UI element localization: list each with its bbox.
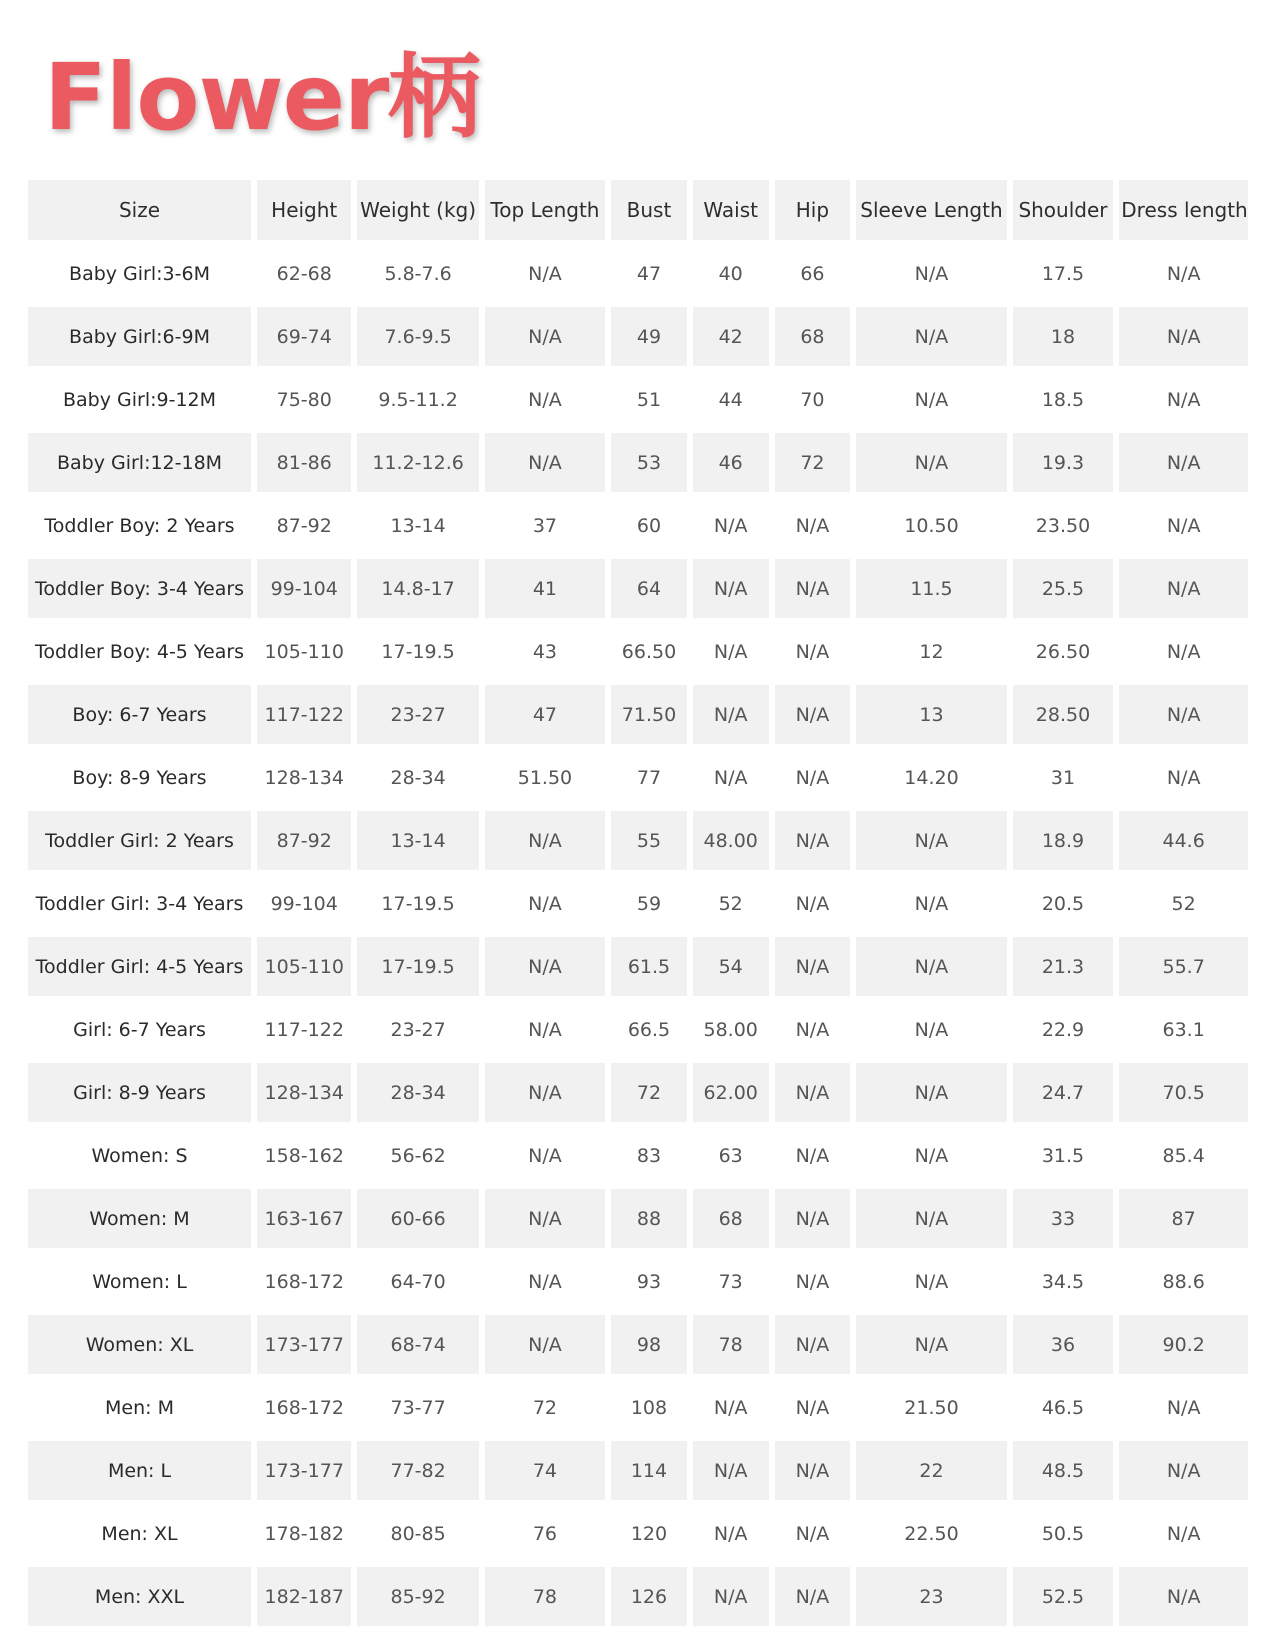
cell-waist: 52 bbox=[718, 892, 743, 915]
cell-top-length: 76 bbox=[532, 1522, 558, 1545]
cell-sleeve-length: 12 bbox=[919, 640, 944, 663]
cell-weight: 77-82 bbox=[357, 1441, 478, 1500]
cell-dress-length: N/A bbox=[1166, 514, 1201, 537]
cell-hip: 66 bbox=[800, 262, 825, 285]
cell-weight: 11.2-12.6 bbox=[357, 433, 478, 492]
table-row bbox=[28, 1189, 1248, 1248]
cell-dress-length: N/A bbox=[1119, 559, 1248, 618]
cell-bust: 55 bbox=[611, 811, 687, 870]
cell-waist: 78 bbox=[693, 1315, 769, 1374]
cell-sleeve-length: 22.50 bbox=[904, 1522, 959, 1545]
cell-size: Baby Girl:6-9M bbox=[28, 307, 251, 366]
cell-hip: N/A bbox=[795, 1396, 830, 1419]
cell-dress-length: 52 bbox=[1171, 892, 1196, 915]
cell-height: 62-68 bbox=[276, 262, 332, 285]
cell-hip: N/A bbox=[775, 811, 851, 870]
cell-sleeve-length: N/A bbox=[856, 307, 1006, 366]
table-row bbox=[28, 307, 1248, 366]
cell-height: 163-167 bbox=[257, 1189, 351, 1248]
cell-top-length: N/A bbox=[485, 811, 605, 870]
cell-hip: N/A bbox=[775, 559, 851, 618]
cell-dress-length: N/A bbox=[1119, 433, 1248, 492]
cell-shoulder: 46.5 bbox=[1041, 1396, 1085, 1419]
cell-dress-length: 87 bbox=[1119, 1189, 1248, 1248]
cell-top-length: 51.50 bbox=[517, 766, 573, 789]
table-row bbox=[28, 433, 1248, 492]
cell-top-length: N/A bbox=[528, 892, 562, 915]
cell-dress-length: 63.1 bbox=[1162, 1018, 1205, 1041]
table-row bbox=[28, 811, 1248, 870]
cell-weight: 28-34 bbox=[357, 1063, 478, 1122]
cell-height: 168-172 bbox=[264, 1270, 344, 1293]
cell-dress-length: 44.6 bbox=[1119, 811, 1248, 870]
table-row bbox=[28, 1441, 1248, 1500]
cell-height: 69-74 bbox=[257, 307, 351, 366]
cell-size: Toddler Boy: 4-5 Years bbox=[34, 640, 245, 663]
cell-waist: N/A bbox=[693, 685, 769, 744]
cell-weight: 13-14 bbox=[390, 514, 446, 537]
cell-size: Boy: 6-7 Years bbox=[28, 685, 251, 744]
cell-sleeve-length: N/A bbox=[856, 937, 1006, 996]
cell-waist: N/A bbox=[713, 1522, 748, 1545]
cell-shoulder: 33 bbox=[1013, 1189, 1114, 1248]
cell-dress-length: N/A bbox=[1119, 685, 1248, 744]
cell-size: Men: L bbox=[28, 1441, 251, 1500]
page-title: Flower柄 bbox=[44, 44, 480, 151]
cell-size: Toddler Girl: 4-5 Years bbox=[28, 937, 251, 996]
cell-bust: 53 bbox=[611, 433, 687, 492]
cell-weight: 85-92 bbox=[357, 1567, 478, 1626]
cell-sleeve-length: N/A bbox=[914, 1018, 949, 1041]
cell-height: 158-162 bbox=[264, 1144, 344, 1167]
table-row bbox=[28, 1000, 1248, 1059]
cell-sleeve-length: 10.50 bbox=[904, 514, 959, 537]
cell-height: 99-104 bbox=[257, 559, 351, 618]
cell-waist: 42 bbox=[693, 307, 769, 366]
cell-bust: 49 bbox=[611, 307, 687, 366]
cell-weight: 80-85 bbox=[390, 1522, 446, 1545]
table-row bbox=[28, 622, 1248, 681]
cell-dress-length: 88.6 bbox=[1162, 1270, 1205, 1293]
cell-sleeve-length: 11.5 bbox=[856, 559, 1006, 618]
cell-top-length: N/A bbox=[528, 1018, 562, 1041]
cell-hip: N/A bbox=[775, 1063, 851, 1122]
cell-size: Toddler Girl: 2 Years bbox=[28, 811, 251, 870]
cell-top-length: N/A bbox=[528, 1144, 562, 1167]
cell-hip: N/A bbox=[775, 1315, 851, 1374]
cell-weight: 13-14 bbox=[357, 811, 478, 870]
table-row bbox=[28, 1504, 1248, 1563]
cell-hip: N/A bbox=[795, 766, 830, 789]
cell-dress-length: N/A bbox=[1166, 262, 1201, 285]
header-height: Height bbox=[257, 180, 351, 240]
cell-top-length: N/A bbox=[485, 937, 605, 996]
cell-hip: N/A bbox=[795, 1522, 830, 1545]
cell-shoulder: 23.50 bbox=[1035, 514, 1091, 537]
cell-waist: N/A bbox=[693, 1567, 769, 1626]
cell-top-length: N/A bbox=[485, 1315, 605, 1374]
cell-height: 128-134 bbox=[257, 1063, 351, 1122]
cell-bust: 66.5 bbox=[627, 1018, 671, 1041]
cell-weight: 68-74 bbox=[357, 1315, 478, 1374]
cell-size: Toddler Boy: 3-4 Years bbox=[28, 559, 251, 618]
cell-top-length: 47 bbox=[485, 685, 605, 744]
cell-hip: N/A bbox=[795, 1270, 830, 1293]
cell-bust: 47 bbox=[636, 262, 662, 285]
cell-bust: 93 bbox=[636, 1270, 662, 1293]
cell-shoulder: 52.5 bbox=[1013, 1567, 1114, 1626]
cell-bust: 72 bbox=[611, 1063, 687, 1122]
cell-hip: N/A bbox=[795, 1144, 830, 1167]
cell-weight: 23-27 bbox=[357, 685, 478, 744]
cell-size: Women: S bbox=[91, 1144, 188, 1167]
cell-shoulder: 18 bbox=[1013, 307, 1114, 366]
cell-sleeve-length: N/A bbox=[914, 388, 949, 411]
cell-waist: 68 bbox=[693, 1189, 769, 1248]
cell-height: 99-104 bbox=[270, 892, 338, 915]
cell-waist: 58.00 bbox=[703, 1018, 758, 1041]
table-row bbox=[28, 937, 1248, 996]
cell-shoulder: 34.5 bbox=[1041, 1270, 1085, 1293]
cell-weight: 17-19.5 bbox=[357, 937, 478, 996]
cell-hip: N/A bbox=[795, 892, 830, 915]
cell-shoulder: 18.9 bbox=[1013, 811, 1114, 870]
cell-sleeve-length: 23 bbox=[856, 1567, 1006, 1626]
cell-weight: 17-19.5 bbox=[381, 892, 455, 915]
cell-size: Baby Girl:12-18M bbox=[28, 433, 251, 492]
cell-bust: 64 bbox=[611, 559, 687, 618]
cell-bust: 51 bbox=[636, 388, 662, 411]
cell-sleeve-length: N/A bbox=[856, 1315, 1006, 1374]
cell-dress-length: 55.7 bbox=[1119, 937, 1248, 996]
table-row bbox=[28, 496, 1248, 555]
cell-dress-length: 70.5 bbox=[1119, 1063, 1248, 1122]
header-bust: Bust bbox=[611, 180, 687, 240]
table-row bbox=[28, 1315, 1248, 1374]
cell-dress-length: N/A bbox=[1166, 388, 1201, 411]
cell-dress-length: N/A bbox=[1166, 766, 1201, 789]
cell-size: Baby Girl:3-6M bbox=[69, 262, 210, 285]
cell-sleeve-length: 22 bbox=[856, 1441, 1006, 1500]
cell-sleeve-length: 13 bbox=[856, 685, 1006, 744]
cell-size: Girl: 6-7 Years bbox=[73, 1018, 206, 1041]
cell-dress-length: N/A bbox=[1119, 1441, 1248, 1500]
cell-top-length: 74 bbox=[485, 1441, 605, 1500]
cell-height: 87-92 bbox=[276, 514, 332, 537]
table-row bbox=[28, 685, 1248, 744]
header-waist: Waist bbox=[693, 180, 769, 240]
cell-top-length: N/A bbox=[528, 1270, 562, 1293]
cell-hip: N/A bbox=[775, 937, 851, 996]
cell-size: Baby Girl:9-12M bbox=[63, 388, 217, 411]
cell-height: 182-187 bbox=[257, 1567, 351, 1626]
table-row bbox=[28, 1126, 1248, 1185]
cell-waist: 48.00 bbox=[693, 811, 769, 870]
cell-shoulder: 25.5 bbox=[1013, 559, 1114, 618]
table-row bbox=[28, 1378, 1248, 1437]
cell-dress-length: N/A bbox=[1119, 307, 1248, 366]
cell-waist: N/A bbox=[693, 1441, 769, 1500]
cell-height: 87-92 bbox=[257, 811, 351, 870]
cell-size: Men: XXL bbox=[28, 1567, 251, 1626]
cell-shoulder: 36 bbox=[1013, 1315, 1114, 1374]
cell-top-length: N/A bbox=[485, 1189, 605, 1248]
header-dress-length: Dress length bbox=[1119, 180, 1248, 240]
cell-bust: 108 bbox=[630, 1396, 668, 1419]
cell-dress-length: N/A bbox=[1166, 640, 1201, 663]
cell-shoulder: 50.5 bbox=[1041, 1522, 1085, 1545]
cell-bust: 59 bbox=[636, 892, 662, 915]
header-weight: Weight (kg) bbox=[357, 180, 478, 240]
cell-bust: 60 bbox=[636, 514, 662, 537]
cell-bust: 98 bbox=[611, 1315, 687, 1374]
cell-dress-length: 85.4 bbox=[1162, 1144, 1205, 1167]
cell-dress-length: N/A bbox=[1166, 1522, 1201, 1545]
cell-sleeve-length: N/A bbox=[914, 1144, 949, 1167]
table-header-row bbox=[28, 180, 1248, 240]
cell-waist: 73 bbox=[718, 1270, 743, 1293]
cell-height: 173-177 bbox=[257, 1441, 351, 1500]
cell-top-length: N/A bbox=[485, 433, 605, 492]
cell-shoulder: 19.3 bbox=[1013, 433, 1114, 492]
cell-sleeve-length: N/A bbox=[856, 433, 1006, 492]
cell-waist: 63 bbox=[718, 1144, 743, 1167]
cell-height: 81-86 bbox=[257, 433, 351, 492]
cell-height: 117-122 bbox=[264, 1018, 344, 1041]
header-hip: Hip bbox=[775, 180, 851, 240]
cell-sleeve-length: N/A bbox=[856, 1063, 1006, 1122]
cell-shoulder: 21.3 bbox=[1013, 937, 1114, 996]
cell-weight: 17-19.5 bbox=[381, 640, 455, 663]
cell-waist: N/A bbox=[713, 766, 748, 789]
cell-size: Toddler Boy: 2 Years bbox=[44, 514, 235, 537]
cell-weight: 28-34 bbox=[390, 766, 446, 789]
cell-top-length: N/A bbox=[485, 1063, 605, 1122]
cell-height: 178-182 bbox=[264, 1522, 344, 1545]
cell-bust: 61.5 bbox=[611, 937, 687, 996]
cell-waist: 54 bbox=[693, 937, 769, 996]
cell-hip: 72 bbox=[775, 433, 851, 492]
cell-size: Boy: 8-9 Years bbox=[72, 766, 207, 789]
header-shoulder: Shoulder bbox=[1013, 180, 1114, 240]
cell-waist: N/A bbox=[713, 514, 748, 537]
cell-sleeve-length: N/A bbox=[914, 892, 949, 915]
cell-bust: 114 bbox=[611, 1441, 687, 1500]
cell-sleeve-length: N/A bbox=[856, 1189, 1006, 1248]
cell-hip: N/A bbox=[775, 1189, 851, 1248]
cell-waist: 46 bbox=[693, 433, 769, 492]
cell-size: Girl: 8-9 Years bbox=[28, 1063, 251, 1122]
cell-shoulder: 31.5 bbox=[1041, 1144, 1085, 1167]
cell-shoulder: 26.50 bbox=[1035, 640, 1091, 663]
cell-weight: 9.5-11.2 bbox=[378, 388, 458, 411]
cell-sleeve-length: N/A bbox=[856, 811, 1006, 870]
cell-bust: 126 bbox=[611, 1567, 687, 1626]
cell-shoulder: 22.9 bbox=[1041, 1018, 1085, 1041]
cell-hip: 70 bbox=[800, 388, 825, 411]
cell-size: Women: M bbox=[28, 1189, 251, 1248]
cell-bust: 66.50 bbox=[621, 640, 677, 663]
cell-weight: 73-77 bbox=[390, 1396, 446, 1419]
cell-shoulder: 31 bbox=[1050, 766, 1076, 789]
table-row bbox=[28, 874, 1248, 933]
cell-size: Men: M bbox=[105, 1396, 174, 1419]
cell-weight: 7.6-9.5 bbox=[357, 307, 478, 366]
cell-weight: 23-27 bbox=[390, 1018, 446, 1041]
cell-top-length: N/A bbox=[485, 307, 605, 366]
cell-bust: 83 bbox=[636, 1144, 662, 1167]
cell-waist: N/A bbox=[713, 640, 748, 663]
cell-bust: 71.50 bbox=[611, 685, 687, 744]
cell-shoulder: 24.7 bbox=[1013, 1063, 1114, 1122]
cell-weight: 5.8-7.6 bbox=[384, 262, 452, 285]
table-row bbox=[28, 244, 1248, 303]
cell-top-length: N/A bbox=[528, 262, 562, 285]
cell-bust: 77 bbox=[636, 766, 662, 789]
cell-size: Women: L bbox=[92, 1270, 187, 1293]
cell-height: 173-177 bbox=[257, 1315, 351, 1374]
cell-dress-length: N/A bbox=[1166, 1396, 1201, 1419]
cell-height: 105-110 bbox=[264, 640, 344, 663]
cell-weight: 64-70 bbox=[390, 1270, 446, 1293]
table-row bbox=[28, 559, 1248, 618]
cell-hip: N/A bbox=[795, 514, 830, 537]
cell-dress-length: N/A bbox=[1119, 1567, 1248, 1626]
cell-height: 75-80 bbox=[276, 388, 332, 411]
cell-shoulder: 18.5 bbox=[1041, 388, 1085, 411]
cell-sleeve-length: N/A bbox=[914, 262, 949, 285]
size-chart-table bbox=[22, 176, 1254, 1630]
cell-size: Men: XL bbox=[101, 1522, 178, 1545]
cell-bust: 120 bbox=[630, 1522, 668, 1545]
cell-hip: N/A bbox=[775, 1441, 851, 1500]
table-row bbox=[28, 1063, 1248, 1122]
cell-height: 117-122 bbox=[257, 685, 351, 744]
cell-hip: N/A bbox=[795, 1018, 830, 1041]
table-row bbox=[28, 1252, 1248, 1311]
cell-waist: 40 bbox=[718, 262, 743, 285]
cell-hip: N/A bbox=[775, 685, 851, 744]
cell-shoulder: 20.5 bbox=[1041, 892, 1085, 915]
header-size: Size bbox=[28, 180, 251, 240]
cell-top-length: N/A bbox=[528, 388, 562, 411]
cell-waist: 44 bbox=[718, 388, 743, 411]
table-body bbox=[28, 244, 1248, 1626]
cell-bust: 88 bbox=[611, 1189, 687, 1248]
header-sleeve-length: Sleeve Length bbox=[856, 180, 1006, 240]
cell-height: 105-110 bbox=[257, 937, 351, 996]
table-row bbox=[28, 748, 1248, 807]
cell-waist: N/A bbox=[713, 1396, 748, 1419]
cell-dress-length: 90.2 bbox=[1119, 1315, 1248, 1374]
cell-waist: 62.00 bbox=[693, 1063, 769, 1122]
cell-height: 128-134 bbox=[264, 766, 344, 789]
cell-hip: N/A bbox=[795, 640, 830, 663]
cell-weight: 14.8-17 bbox=[357, 559, 478, 618]
cell-top-length: 72 bbox=[532, 1396, 558, 1419]
cell-size: Toddler Girl: 3-4 Years bbox=[35, 892, 244, 915]
cell-sleeve-length: 14.20 bbox=[904, 766, 959, 789]
cell-height: 168-172 bbox=[264, 1396, 344, 1419]
cell-weight: 56-62 bbox=[390, 1144, 446, 1167]
cell-shoulder: 48.5 bbox=[1013, 1441, 1114, 1500]
cell-top-length: 43 bbox=[532, 640, 558, 663]
cell-size: Women: XL bbox=[28, 1315, 251, 1374]
table-row bbox=[28, 1567, 1248, 1626]
cell-weight: 60-66 bbox=[357, 1189, 478, 1248]
cell-hip: 68 bbox=[775, 307, 851, 366]
table-row bbox=[28, 370, 1248, 429]
cell-sleeve-length: N/A bbox=[914, 1270, 949, 1293]
header-top-length: Top Length bbox=[485, 180, 605, 240]
cell-top-length: 41 bbox=[485, 559, 605, 618]
cell-waist: N/A bbox=[693, 559, 769, 618]
cell-shoulder: 17.5 bbox=[1041, 262, 1085, 285]
cell-hip: N/A bbox=[775, 1567, 851, 1626]
cell-top-length: 78 bbox=[485, 1567, 605, 1626]
cell-top-length: 37 bbox=[532, 514, 558, 537]
cell-sleeve-length: 21.50 bbox=[904, 1396, 959, 1419]
cell-shoulder: 28.50 bbox=[1013, 685, 1114, 744]
